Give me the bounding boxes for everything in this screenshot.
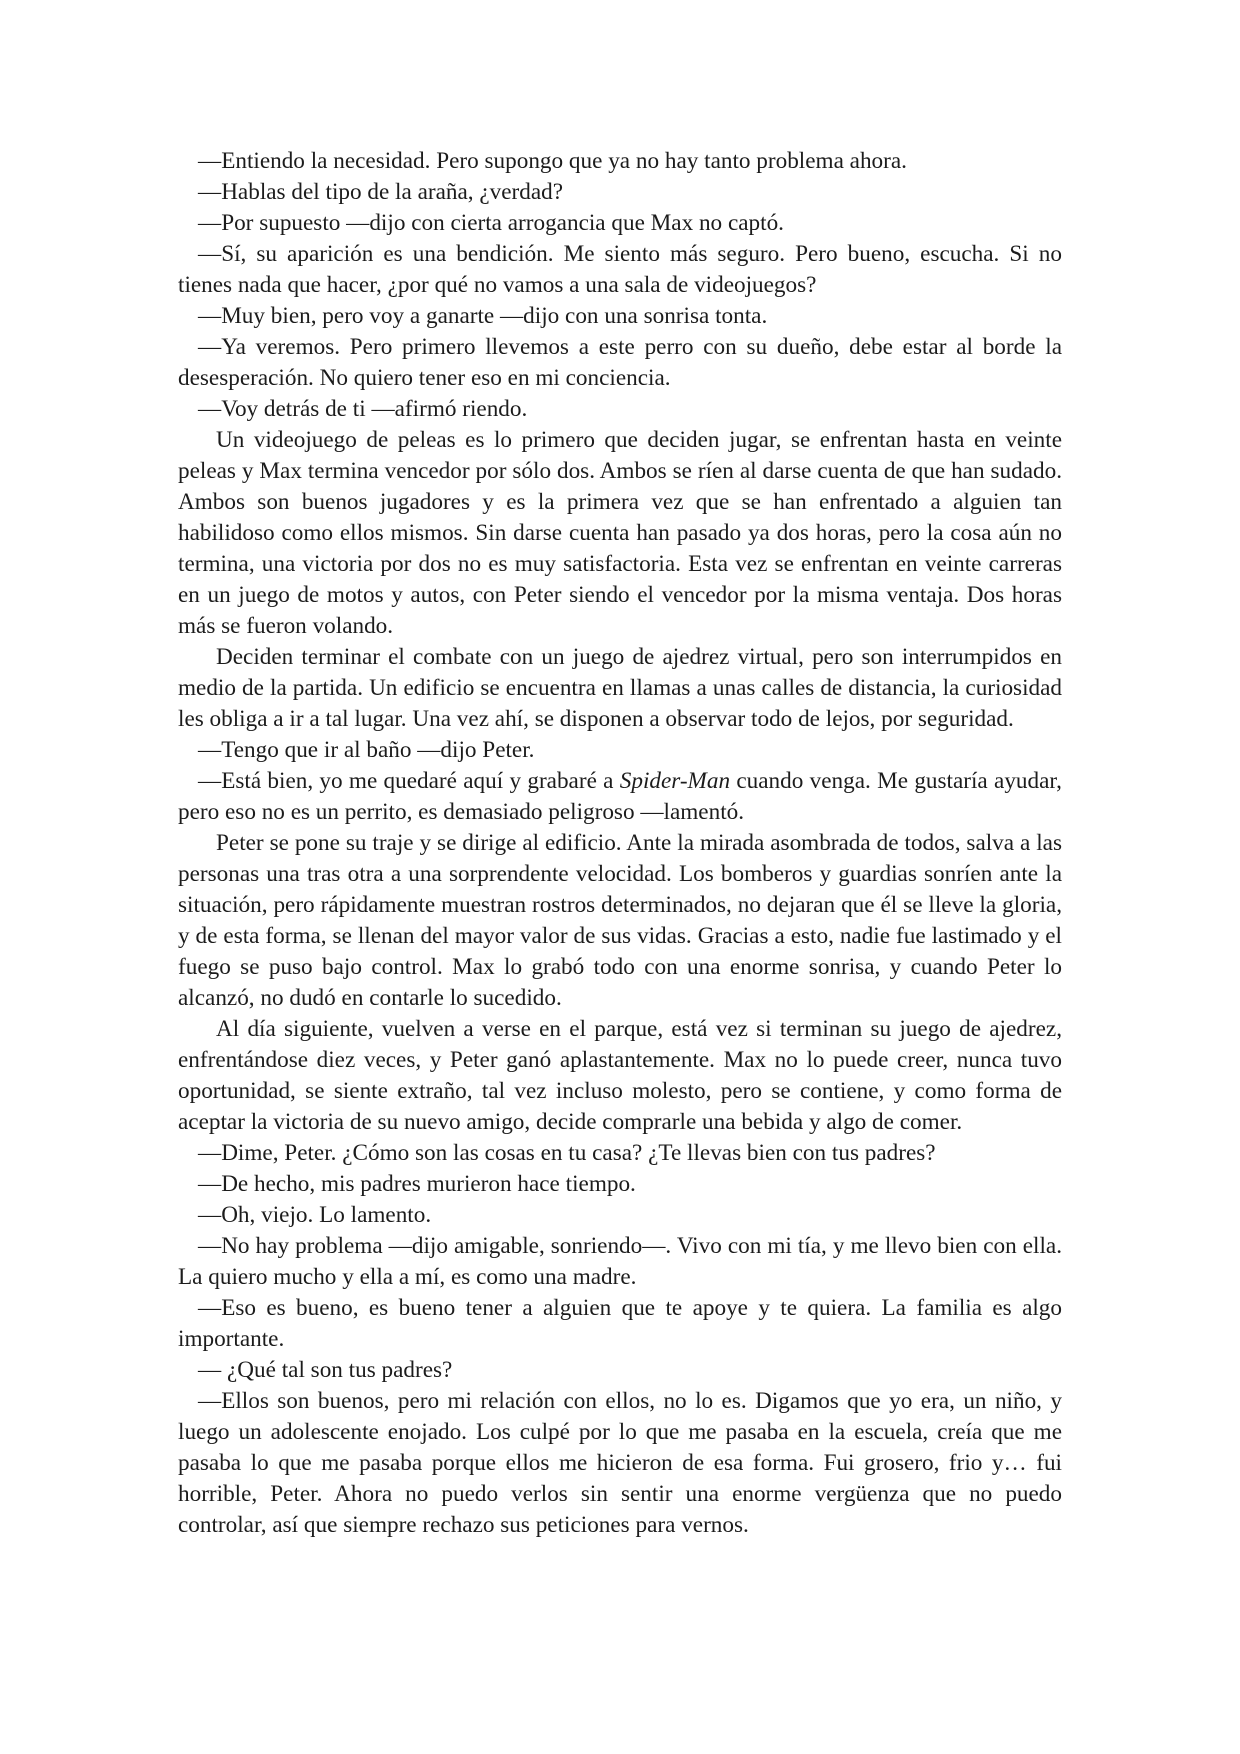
dialogue-paragraph: —Dime, Peter. ¿Cómo son las cosas en tu casa? ¿Te llevas bien con tus padres? xyxy=(198,1140,936,1166)
dialogue-paragraph: —Sí, su aparición es una bendición. Me siento más seguro. Pero bueno, escucha. Si no tienes nada que hacer, ¿por qué no vamos a una sala de videojuegos? xyxy=(178,241,1062,298)
dialogue-paragraph: —Voy detrás de ti —afirmó riendo. xyxy=(198,396,528,422)
narration-paragraph: Un videojuego de peleas es lo primero que deciden jugar, se enfrentan hasta en veinte peleas y Max termina vencedor por sólo dos. Ambos se ríen al darse cuenta de que han sudado. Ambos son buenos jugadores y es la primera vez que se han enfrentado a alguien tan habilidoso como ellos mismos. Sin darse cuenta han pasado ya dos horas, pero la cosa aún no termina, una victoria por dos no es muy satisfactoria. Esta vez se enfrentan en veinte carreras en un juego de motos y autos, con Peter siendo el vencedor por la misma ventaja. Dos horas más se fueron volando. xyxy=(178,427,1062,639)
dialogue-paragraph: —Entiendo la necesidad. Pero supongo que ya no hay tanto problema ahora. xyxy=(198,148,907,174)
dialogue-text: cuando venga. Me gustaría ayudar, pero eso no es un perrito, es demasiado peligroso —lamentó. xyxy=(178,768,1062,825)
dialogue-text: —Está bien, yo me quedaré aquí y grabaré a xyxy=(198,768,620,794)
narration-paragraph: Peter se pone su traje y se dirige al edificio. Ante la mirada asombrada de todos, salva a las personas una tras otra a una sorprendente velocidad. Los bomberos y guardias sonríen ante la situación, pero rápidamente muestran rostros determinados, no dejaran que él se lleve la gloria, y de esta forma, se llenan del mayor valor de sus vidas. Gracias a esto, nadie fue lastimado y el fuego se puso bajo control. Max lo grabó todo con una enorme sonrisa, y cuando Peter lo alcanzó, no dudó en contarle lo sucedido. xyxy=(178,830,1062,1011)
dialogue-paragraph: —De hecho, mis padres murieron hace tiempo. xyxy=(198,1171,636,1197)
narration-paragraph: Deciden terminar el combate con un juego de ajedrez virtual, pero son interrumpidos en medio de la partida. Un edificio se encuentra en llamas a unas calles de distancia, la curiosidad les obliga a ir a tal lugar. Una vez ahí, se disponen a observar todo de lejos, por seguridad. xyxy=(178,644,1062,732)
dialogue-paragraph: —Hablas del tipo de la araña, ¿verdad? xyxy=(198,179,564,205)
narration-paragraph: Al día siguiente, vuelven a verse en el parque, está vez si terminan su juego de ajedrez, enfrentándose diez veces, y Peter ganó aplastantemente. Max no lo puede creer, nunca tuvo oportunidad, se siente extraño, tal vez incluso molesto, pero se contiene, y como forma de aceptar la victoria de su nuevo amigo, decide comprarle una bebida y algo de comer. xyxy=(178,1016,1062,1135)
dialogue-paragraph: —Por supuesto —dijo con cierta arrogancia que Max no captó. xyxy=(198,210,784,236)
dialogue-paragraph: —Ellos son buenos, pero mi relación con ellos, no lo es. Digamos que yo era, un niño, y luego un adolescente enojado. Los culpé por lo que me pasaba en la escuela, creía que me pasaba lo que me pasaba porque ellos me hicieron de esa forma. Fui grosero, frio y… fui horrible, Peter. Ahora no puedo verlos sin sentir una enorme vergüenza que no puedo controlar, así que siempre rechazo sus peticiones para vernos. xyxy=(178,1388,1062,1538)
dialogue-paragraph: —Eso es bueno, es bueno tener a alguien que te apoye y te quiera. La familia es algo importante. xyxy=(178,1295,1062,1352)
body-text xyxy=(178,146,1062,1541)
dialogue-paragraph: —Oh, viejo. Lo lamento. xyxy=(198,1202,432,1228)
dialogue-paragraph: —Ya veremos. Pero primero llevemos a este perro con su dueño, debe estar al borde la desesperación. No quiero tener eso en mi conciencia. xyxy=(178,334,1062,391)
dialogue-paragraph: —Tengo que ir al baño —dijo Peter. xyxy=(198,737,535,763)
dialogue-paragraph: —Muy bien, pero voy a ganarte —dijo con una sonrisa tonta. xyxy=(198,303,768,329)
dialogue-paragraph: —No hay problema —dijo amigable, sonriendo—. Vivo con mi tía, y me llevo bien con ella. La quiero mucho y ella a mí, es como una madre. xyxy=(178,1233,1062,1290)
dialogue-paragraph: — ¿Qué tal son tus padres? xyxy=(198,1357,453,1383)
italic-title: Spider-Man xyxy=(619,768,731,794)
dialogue-paragraph xyxy=(178,766,1062,828)
